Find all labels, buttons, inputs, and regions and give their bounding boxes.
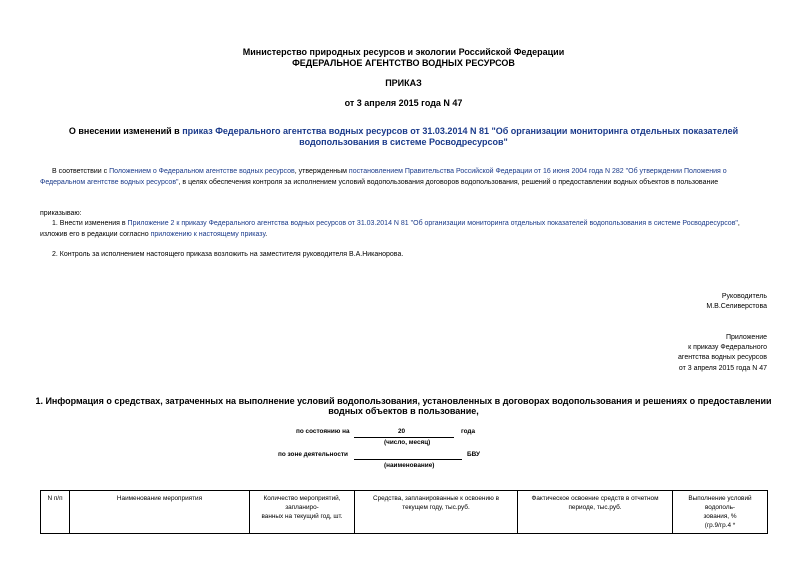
appendix-order-ref: к приказу Федерального — [688, 344, 767, 351]
government-decree-link[interactable]: постановлением Правительства Российской Федерации от 16 июня 2004 года N 282 "Об утверждении Положения о — [348, 168, 727, 175]
regulation-link[interactable]: Положением о Федеральном агентстве водных ресурсов — [109, 168, 295, 175]
appendix2-link[interactable]: Приложение 2 к приказу Федерального агентства водных ресурсов от 31.03.2014 N 81 "Об организации мониторинга отдельных показателей водопользования в системе Росводресурсов" — [127, 220, 738, 227]
zone-suffix: БВУ — [467, 451, 480, 458]
section-title-line1: 1. Информация о средствах, затраченных на выполнение условий водопользования, установленных в договорах водопользования и решениях о предоставлении — [35, 396, 772, 406]
regulation-link-cont[interactable]: Федеральном агентстве водных ресурсов" — [40, 179, 179, 186]
section-title-line2: водных объектов в пользование, — [328, 406, 479, 416]
measures-table — [40, 490, 768, 534]
header-cell-number: N п/п — [41, 491, 70, 534]
preamble-line1: В соответствии с Положением о Федеральном агентстве водных ресурсов, утвержденным постановлением Правительства Российской Федерации от 16 июня 2004 года N 282 "Об утверждении Положения о — [52, 168, 727, 175]
appendix-label: Приложение — [725, 334, 767, 341]
date-hint: (число, месяц) — [384, 439, 431, 446]
year-word: года — [461, 428, 476, 435]
appendix-agency: агентства водных ресурсов — [678, 354, 767, 361]
date-field-line — [354, 437, 454, 438]
order-word: приказываю: — [40, 210, 82, 217]
doc-title-line1 — [0, 126, 807, 136]
agency-name: ФЕДЕРАЛЬНОЕ АГЕНТСТВО ВОДНЫХ РЕСУРСОВ — [292, 58, 515, 68]
name-hint: (наименование) — [384, 462, 435, 469]
title-order-link[interactable]: приказ Федерального агентства водных ресурсов от 31.03.2014 N 81 "Об организации мониторинга отдельных показателей — [182, 126, 739, 136]
item2: 2. Контроль за исполнением настоящего приказа возложить на заместителя руководителя В.А.Никанорова. — [52, 251, 404, 258]
header-cell-planned-count: Количество мероприятий, запланиро- ванных на текущий год, шт. — [250, 491, 355, 534]
title-order-link-cont[interactable]: водопользования в системе Росводресурсов" — [299, 137, 508, 147]
header-cell-measure-name: Наименование мероприятия — [70, 491, 250, 534]
zone-label: по зоне деятельности — [278, 451, 348, 458]
doc-title-line2 — [0, 137, 807, 147]
preamble-line2: Федеральном агентстве водных ресурсов", в целях обеспечения контроля за исполнением условий водопользования договоров водопользования, решений о предоставлении водных объектов в пользование — [40, 179, 719, 186]
doc-date-number: от 3 апреля 2015 года N 47 — [344, 98, 463, 108]
zone-field-line — [354, 459, 462, 460]
header-cell-planned-funds: Средства, запланированные к освоению в текущем году, тыс.руб. — [355, 491, 518, 534]
header-cell-actual-spending: Фактическое освоение средств в отчетном периоде, тыс.руб. — [518, 491, 673, 534]
appendix-date: от 3 апреля 2015 года N 47 — [678, 365, 767, 372]
ministry-name: Министерство природных ресурсов и экологии Российской Федерации — [242, 47, 565, 57]
doc-type: ПРИКАЗ — [385, 78, 422, 88]
item1-line1: 1. Внести изменения в Приложение 2 к приказу Федерального агентства водных ресурсов от 31.03.2014 N 81 "Об организации мониторинга отдельных показателей водопользования в системе Росводресурсов", — [52, 220, 740, 227]
signature-name: М.В.Селиверстова — [706, 303, 767, 310]
title-prefix: О внесении изменений в — [68, 126, 183, 136]
table-header-row — [41, 491, 768, 534]
as-of-label: по состоянию на — [296, 428, 350, 435]
header-cell-fulfillment-percent: Выполнение условий водополь- зования, % (гр.9/гр.4 * — [673, 491, 768, 534]
year-value: 20 — [398, 428, 406, 435]
appendix-link[interactable]: приложению к настоящему приказу — [150, 231, 266, 238]
item1-line2: изложив его в редакции согласно приложению к настоящему приказу. — [40, 231, 268, 238]
signature-role: Руководитель — [721, 293, 767, 300]
